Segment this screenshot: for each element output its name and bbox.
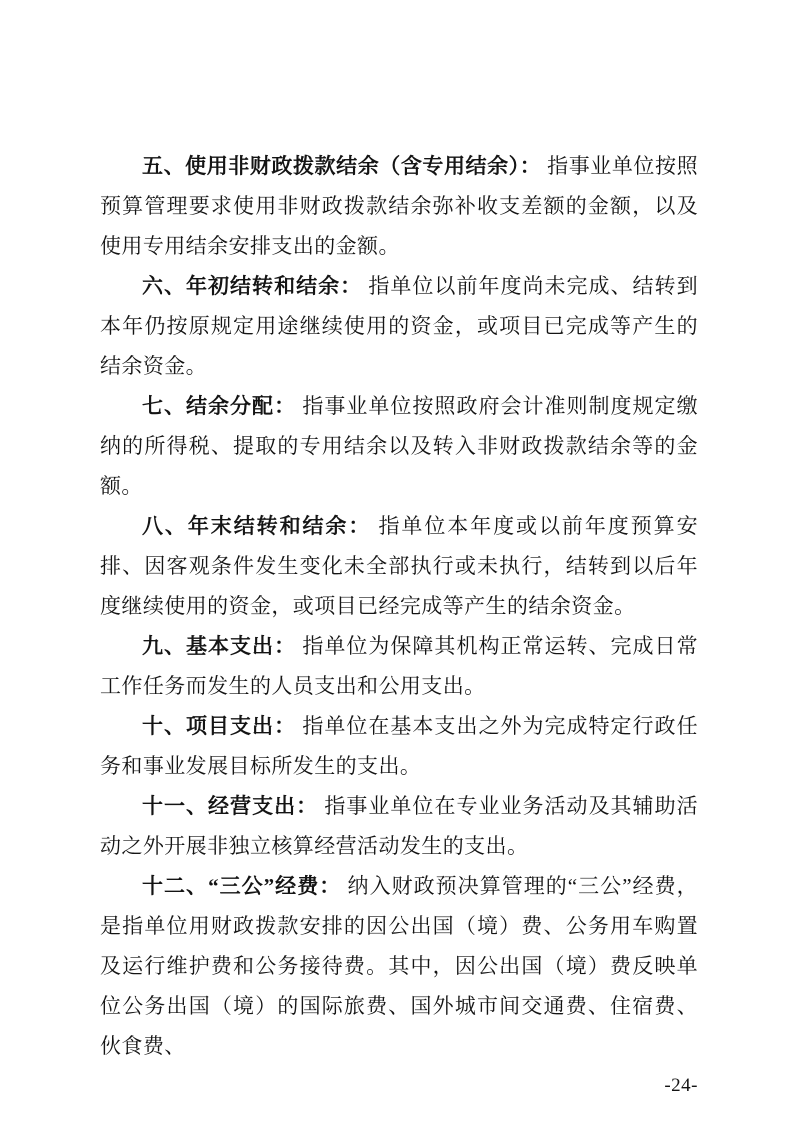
term-definition: 指单位以前年度尚未完成、结转到本年仍按原规定用途继续使用的资金，或项目已完成等产生的结余资金。 [100, 274, 698, 378]
definition-paragraph [100, 506, 698, 626]
document-body [100, 146, 698, 1100]
term-definition: 纳入财政预决算管理的“三公”经费，是指单位用财政拨款安排的因公出国（境）费、公务用车购置及运行维护费和公务接待费。其中，因公出国（境）费反映单位公务出国（境）的国际旅费、国外城市间交通费、住宿费、伙食费、 [100, 874, 699, 1058]
term-label: 五、使用非财政拨款结余（含专用结余）： [142, 154, 542, 178]
term-label: 十二、“三公”经费： [142, 874, 342, 898]
term-definition: 指事业单位按照预算管理要求使用非财政拨款结余弥补收支差额的金额，以及使用专用结余安排支出的金额。 [100, 154, 698, 258]
definition-paragraph [100, 626, 698, 706]
term-label: 六、年初结转和结余： [142, 274, 363, 298]
term-label: 八、年末结转和结余： [142, 514, 372, 538]
term-definition: 指单位为保障其机构正常运转、完成日常工作任务而发生的人员支出和公用支出。 [100, 634, 698, 698]
term-label: 九、基本支出： [142, 634, 297, 658]
term-definition: 指事业单位按照政府会计准则制度规定缴纳的所得税、提取的专用结余以及转入非财政拨款结余等的金额。 [100, 394, 698, 498]
definition-paragraph [100, 706, 698, 786]
term-label: 七、结余分配： [142, 394, 297, 418]
definition-paragraph [100, 866, 698, 1066]
term-definition: 指事业单位在专业业务活动及其辅助活动之外开展非独立核算经营活动发生的支出。 [100, 794, 699, 858]
definition-paragraph [100, 146, 698, 266]
definition-paragraph [100, 786, 698, 866]
term-label: 十、项目支出： [142, 714, 297, 738]
definition-paragraph [100, 386, 698, 506]
page-number: -24- [664, 1075, 698, 1096]
definition-paragraph [100, 266, 698, 386]
term-definition: 指单位在基本支出之外为完成特定行政任务和事业发展目标所发生的支出。 [100, 714, 698, 778]
term-definition: 指单位本年度或以前年度预算安排、因客观条件发生变化未全部执行或未执行，结转到以后年度继续使用的资金，或项目已经完成等产生的结余资金。 [100, 514, 698, 618]
term-label: 十一、经营支出： [142, 794, 319, 818]
